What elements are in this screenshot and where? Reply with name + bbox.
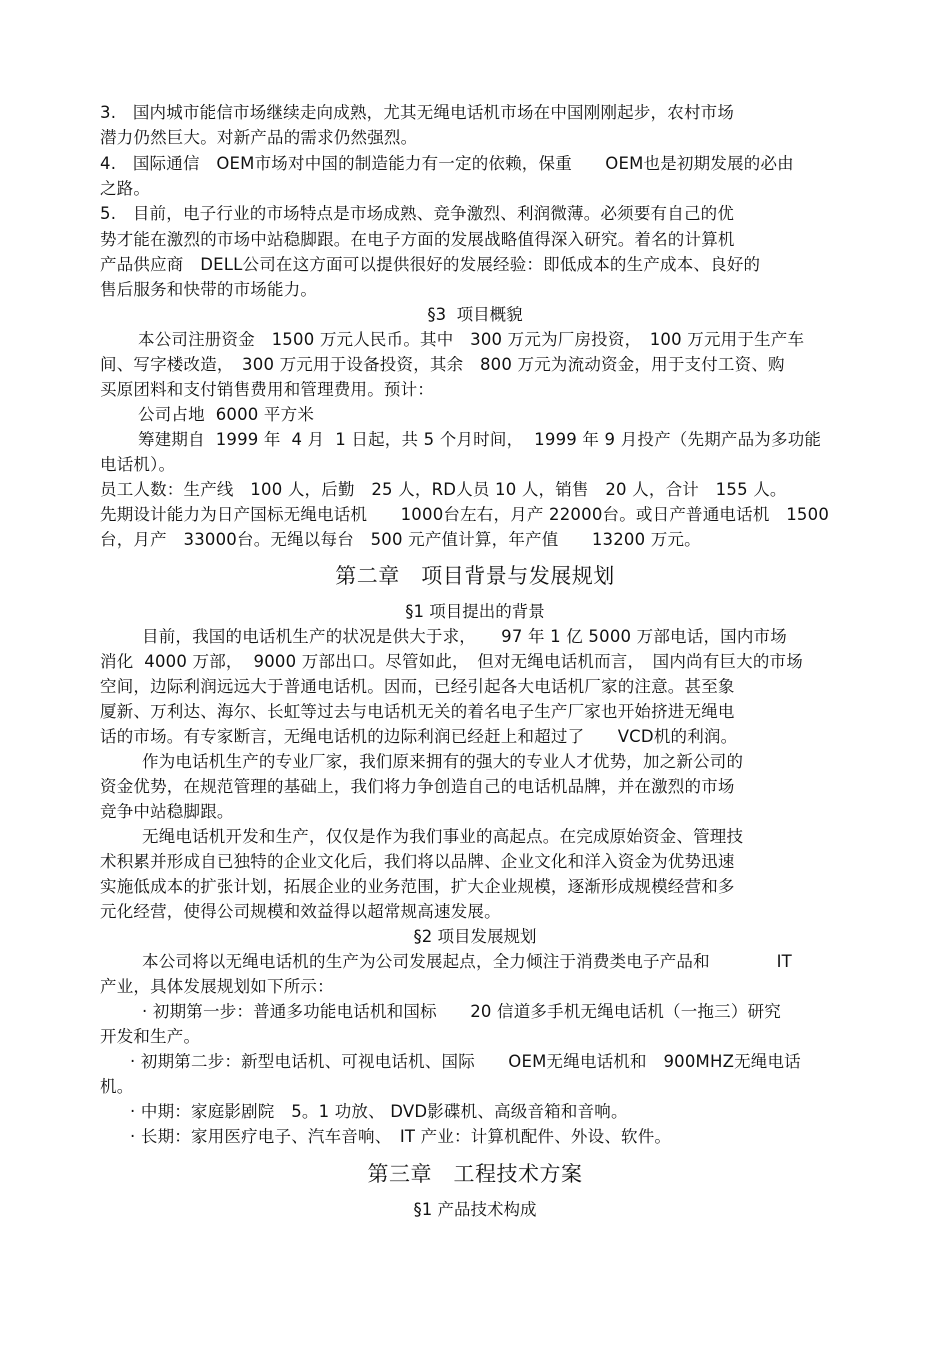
background-line8: 竞争中站稳脚跟。 (100, 802, 234, 821)
chapter2-s2-heading: §2 项目发展规划 (413, 927, 537, 946)
item5-line1: 5. 目前，电子行业的市场特点是市场成熟、竞争激烈、利润微薄。必须要有自己的优 (100, 204, 735, 223)
background-line7: 资金优势，在规范管理的基础上，我们将力争创造自己的电话机品牌，并在激烈的市场 (100, 777, 735, 796)
plan-item2-line2: 机。 (100, 1077, 134, 1096)
plan-item1-line2: 开发和生产。 (100, 1027, 201, 1046)
item4-line2: 之路。 (100, 179, 151, 198)
plan-intro-line1: 本公司将以无绳电话机的生产为公司发展起点，全力倾注于消费类电子产品和 IT (142, 952, 792, 971)
chapter3-s1-heading: §1 产品技术构成 (413, 1200, 537, 1219)
plan-item4: · 长期：家用医疗电子、汽车音响、 IT 产业：计算机配件、外设、软件。 (130, 1127, 672, 1146)
background-line2: 消化 4000 万部， 9000 万部出口。尽管如此， 但对无绳电话机而言， 国内尚有巨大的市场 (100, 652, 803, 671)
staff-line: 员工人数：生产线 100 人，后勤 25 人，RD人员 10 人，销售 20 人，合计 155 人。 (100, 480, 787, 499)
plan-item2-line1: · 初期第二步：新型电话机、可视电话机、国际 OEM无绳电话机和 900MHZ无绳电话 (130, 1052, 801, 1071)
background-line10: 术积累并形成自已独特的企业文化后，我们将以品牌、企业文化和洋入资金为优势迅速 (100, 852, 735, 871)
item4-line1: 4. 国际通信 OEM市场对中国的制造能力有一定的依赖，保重 OEM也是初期发展的必由 (100, 154, 794, 173)
area-line: 公司占地 6000 平方米 (138, 405, 315, 424)
capital-line2: 间、写字楼改造， 300 万元用于设备投资，其余 800 万元为流动资金，用于支付工资、购 (100, 355, 785, 374)
plan-item1-line1: · 初期第一步：普通多功能电话机和国标 20 信道多手机无绳电话机（一拖三）研究 (142, 1002, 781, 1021)
background-line3: 空间，边际利润远远大于普通电话机。因而，已经引起各大电话机厂家的注意。甚至象 (100, 677, 735, 696)
chapter2-s1-heading: §1 项目提出的背景 (405, 602, 545, 621)
background-line5: 话的市场。有专家断言，无绳电话机的边际利润已经赶上和超过了 VCD机的利润。 (100, 727, 738, 746)
background-line11: 实施低成本的扩张计划，拓展企业的业务范围，扩大企业规模，逐渐形成规模经营和多 (100, 877, 735, 896)
section3-heading: §3 项目概貌 (427, 305, 523, 324)
capacity-line2: 台，月产 33000台。无绳以每台 500 元产值计算，年产值 13200 万元。 (100, 530, 701, 549)
background-line4: 厦新、万利达、海尔、长虹等过去与电话机无关的着名电子生产厂家也开始挤进无绳电 (100, 702, 735, 721)
background-line6: 作为电话机生产的专业厂家，我们原来拥有的强大的专业人才优势，加之新公司的 (142, 752, 744, 771)
schedule-line2: 电话机）。 (100, 455, 176, 474)
plan-intro-line2: 产业，具体发展规划如下所示： (100, 977, 334, 996)
background-line1: 目前，我国的电话机生产的状况是供大于求， 97 年 1 亿 5000 万部电话，国内市场 (142, 627, 787, 646)
item5-line4: 售后服务和快带的市场能力。 (100, 280, 318, 299)
chapter2-title: 第二章 项目背景与发展规划 (335, 564, 615, 588)
capital-line3: 买原团料和支付销售费用和管理费用。预计： (100, 380, 434, 399)
item3-line1: 3. 国内城市能信市场继续走向成熟，尤其无绳电话机市场在中国刚刚起步，农村市场 (100, 103, 735, 122)
schedule-line1: 筹建期自 1999 年 4 月 1 日起，共 5 个月时间， 1999 年 9 月投产（先期产品为多功能 (138, 430, 822, 449)
capital-line1: 本公司注册资金 1500 万元人民币。其中 300 万元为厂房投资， 100 万元用于生产车 (138, 330, 805, 349)
item5-line2: 势才能在激烈的市场中站稳脚跟。在电子方面的发展战略值得深入研究。着名的计算机 (100, 230, 735, 249)
capacity-line1: 先期设计能力为日产国标无绳电话机 1000台左右，月产 22000台。或日产普通电话机 1500 (100, 505, 830, 524)
background-line9: 无绳电话机开发和生产，仅仅是作为我们事业的高起点。在完成原始资金、管理技 (142, 827, 744, 846)
item3-line2: 潜力仍然巨大。对新产品的需求仍然强烈。 (100, 128, 418, 147)
plan-item3: · 中期：家庭影剧院 5。1 功放、 DVD影碟机、高级音箱和音响。 (130, 1102, 628, 1121)
background-line12: 元化经营，使得公司规模和效益得以超常规高速发展。 (100, 902, 501, 921)
item5-line3: 产品供应商 DELL公司在这方面可以提供很好的发展经验：即低成本的生产成本、良好的 (100, 255, 761, 274)
chapter3-title: 第三章 工程技术方案 (367, 1162, 583, 1186)
